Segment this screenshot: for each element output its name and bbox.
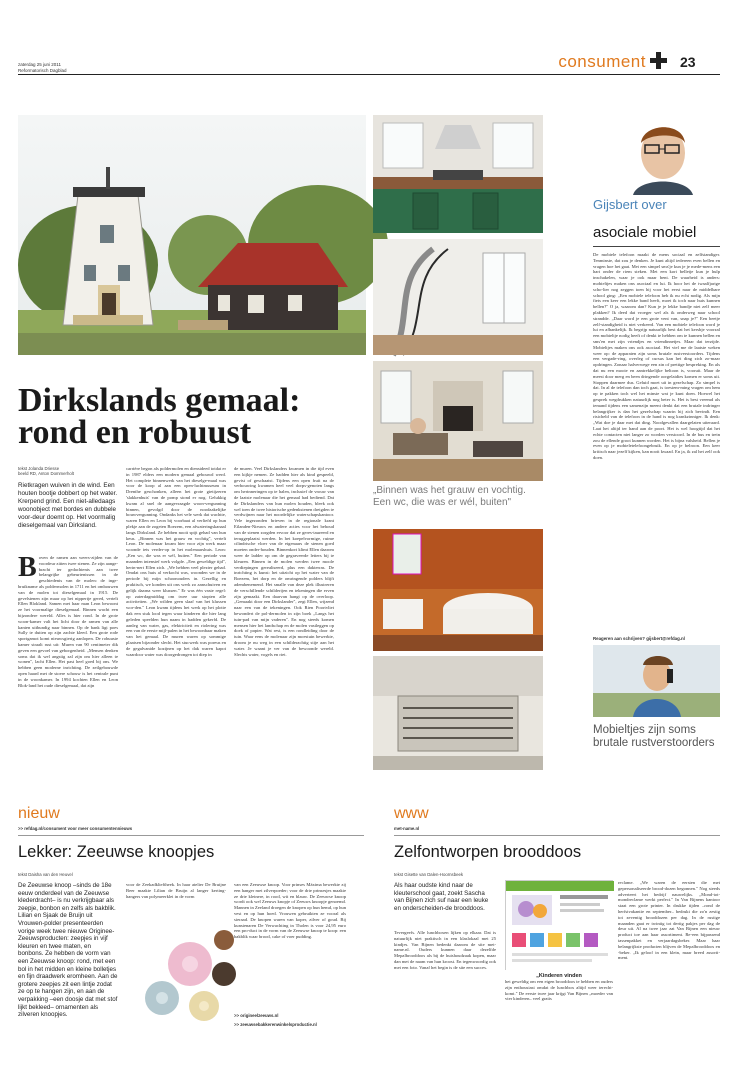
issue-date: zaterdag 25 juni 2011 xyxy=(18,62,61,67)
www-intro: Als haar oudste kind naar de kleuterschool gaat, zoekt Sascha van Bijnen zich suf naar een leuke en onderscheiden-de brooddoos. xyxy=(394,882,489,912)
photo-caption: Mobieltjes zijn soms brutale rustverstoorders xyxy=(593,724,715,749)
nieuw-col2: voor de Zeekadklieftheek. In haar atelier De Bruijne Beer maakte Lilian de Bruijn al langer kerting-hangers van polymeerklei in de vorm xyxy=(126,882,226,899)
article-col2: carrière begon als poldermolen en dienstdeed totdat er in 1987 elders een modern gemaal gebouwd werd. Het complete binnenwerk van het dieselge-maal was voor de koop al aan een open-luchtmuseum in Drenthe geschonken, alleen het grote gietijzeren 'slakkenhuis' van de pomp stond er nog. Gelukkig kwam al snel de aangevraagde woon-vergunning binnen, gevolgd door de noodzakelijke bouwvergunning. Ondanks het vele werk dat wachtte, waren Ellen en Leon bij voorbaat al verliefd op hun plekje aan de zogeten Boezem, een afwateringskanaal langs Dirksland. Ze hebben nooit spijt gehad van hun keus. „Binnen was het grauw en vochtig", vertelt Leon. De molenaar kwam hier voor zijn werk maar woonde iets verder-op in het molenaarshuis. Leon: „Een wc, die was er wél, buiten." Een periode van maanden intensief werk volgde. „Een geweldige tijd", herin-nert Ellen zich. „We hebben veel plezier gehad. Omdat ons huis al verkocht was, woonden we in de periode bij mijn schoonouders in. Gezellig en praktisch, we konden uit ons werk zo aanschuiven en gelijk daarna weer klussen." Er was één vaste regel: op zaterdagmiddag om twee uur stopten alle activiteiten. „We wilden geen slaaf van het klussen wor-den." Leon kwam tijdens het werk op het plotte dak een stuk lood tegen waar kinderen die hier lang geleden speelden hun naam in hadden gekerfd. De aanleg van water, gas, elektriciteit en riolering was een van de eerste mijl-palen in het bewoonbaar maken van het gemaal. De muren waren op sommige plaatsen bijzonder slecht. Het stucwerk was poreus en de gegalvanide kozijnen op het dak waren kapot waardoor water was doorgedrongen tot diep in xyxy=(126,466,226,657)
www-rule xyxy=(394,835,720,836)
nieuw-rule xyxy=(18,835,364,836)
article-intro: Rietkragen wuiven in de wind. Een houten bootje dobbert op het water. Krerpend grind. Een niet-alledaags woonobject met bordes en dubbele voor-deur doemt op. Het voormalig dieselgemaal van Dirksland. xyxy=(18,482,118,529)
photo-credit: beeld RD, Anton Dommerholt xyxy=(18,471,74,477)
www-title: Zelfontworpen brooddoos xyxy=(394,843,582,861)
columnist-name: Gijsbert over xyxy=(593,197,667,212)
nieuw-col1-more xyxy=(18,955,118,1055)
www-caption-title: „Kinderen vinden xyxy=(536,973,582,979)
columnist-portrait xyxy=(593,115,720,195)
stairs-photo xyxy=(373,239,543,355)
nieuw-link[interactable]: >> refdag.nl/consument voor meer consumentennieuws xyxy=(18,826,133,831)
nieuw-col3: van een Zeeuwse knoop. Voor prinses Máxima bewerkte zij een hanger met zilverpoeder; voor de drie prinsesjes maakte ze drie kleinere, in rood, wit en blauw. De Zeeuwse knoop wordt ook wel Zeeuws knopje of Zeeuws knoopje genoemd. Mannen in Zeeland droegen de knopen op hun hemd, op hun vest en op hun hoed. Vrouwen gebruikten ze vooral als sieraad. De knopen waren van koper, zilver of goud. Bij kunstenaren De Verwachting in Tholen is voor 24,95 euro een pro-duct in de vorm van de Zeeuwse knoop te koop: een bakblik waar brood, cake of voer pudding. xyxy=(234,882,346,940)
column-rule xyxy=(593,246,720,247)
reactions-note: Reageren aan schrijven? gijsbert@refdag.nl xyxy=(593,636,685,641)
phone-caller-photo xyxy=(593,645,720,717)
article-col3: de muren. Veel Dirkslanders kwamen in die tijd even een kijkje nemen. Ze hadden hier als kind gespeeld, gevist of geschaatst. Tijdens een open fruit na de verbouwing kwamen heel veel dorps-genoten langs om herinneringen op te halen, inclusief de vrouw van de laatste molenaar die het gemaal had bediend. Dat de Dirkslanders van hun molen houden, bleek ook wel toen de twee historische gedenkstenen dreigden te verdwijnen naar het noordelijke waterschapskantoor. Vele ingezonden brieven in de regionale krant Eilanden-Nieuws en andere acties voor het behoud van de stenen zorgden ervoor dat ze geres-taureerd en teruggeplaatst werden. In het koepelvormige, ruime cilindrische vloer van de eigenaars de stenen goed moeten onder-houden. Binnenkort klimt Ellen daarom weer de ladder op om de gegraveerde letters bij te kleuren. Binnen in de molen werden twee moole verdiepingen gerealiseerd, plus een dakterras. De inrichting is kunst: het uitzicht op het water van de Boezem, het dorp en de omringende polders blijft adembenemend. Het smalle van deze plek illustreren de verschillende schilderijen en tekeningen die erven zijn gemaakt. Een daarvan hangt op de overloop. „Gemaakt door een Dirkslander", zegt Ellen, wijzend naar een van de tekeningen. Ook Rien Poortvliet bewondert de pol-dermolen in zijn boek „Langs het tuin-pad van mijn vaderen". En nog steeds komen mensen hier het landschap en de molen vastleggen op doek of papier. Wat rest, is een rondleiding door de tuin. Waar eens de molenaar zijn moestuin bewerkte, droom je nu weg in een schilderachtig stije aan het water. Je waant je ver van de bewoonde wereld. Slechts water, vogels en riet. xyxy=(234,466,334,657)
plus-icon xyxy=(650,52,667,69)
column-title: asociale mobiel xyxy=(593,224,697,241)
dropcap: B xyxy=(18,552,37,583)
pull-quote: „Binnen was het grauw en vochtig. Een wc, die was er wél, buiten" xyxy=(373,485,526,508)
article-col1 xyxy=(18,552,118,770)
website-screenshot xyxy=(505,880,613,970)
www-credit: tekst Gisette van Dalen-Hoornsbeek xyxy=(394,872,464,877)
www-col3: reclame. „We waren de eersten die met gepersonaliseerde brood-dozen begonnen." Nog steeds adverteert het bedrijf nauwelijks. „Mond-tot-mondreclame werkt perfect." In Van Bijnens kantoor staat een grote printer. In drukke tijden –rond de herfstvakantie en september– bedrukt die zo'n zestig tot zeventig brooddozen per dag. In de rustige maanden gaat er twintig tot dertig pakjes per dag de deur uit. Al na twee jaar zat Van Bijnen een nieuw product toe aan haar assortiment. Re-een bijpassend tassenpakket en verjaardagsbeker. Maar haar belangrijkste producten blijven de Mepalbrooddoos en -beker. „Ik geloof in een klein, maar breed assorti-ment. xyxy=(618,880,720,961)
bathroom-photo xyxy=(373,529,543,651)
living-room-photo xyxy=(373,361,543,481)
headline-line1: Dirkslands gemaal: xyxy=(18,382,301,419)
header-rule xyxy=(18,74,720,75)
www-label: www xyxy=(394,805,429,822)
headline-line2: rond en robuust xyxy=(18,414,252,451)
column-body: De mobiele telefoon maakt de mens sociaal en zelfstandiger. Tenminste, dat zou je denken. Je kunt altijd iedereen even bellen en vragen hoe het gaat. Met een simpel sms'je kun je je mede-mens een hart onder de riem steken. Met een kort belletje kun je hulp inschakelen, waar je ook maar bent. De waarheid is anders: mobieltjes maken ons asociaal en lui. Ik hoor het de twaalfjarige scho-lier nog zeggen toen hij voor het eerst naar de middelbare school ging: „Een mobiele telefoon heb ik nu echt nodig. Als mijn fiets een keer een lekke band heeft, moet ik toch naar huis kunnen bellen?" O ja, waarom dan? Kun je je lekke bandje niet zelf meer plakken? Ik deed dat vroeger wel als ik onderweg naar school strandde. „Daar word je een grote vent van, snap je?" Een beetje zelf-standigheid is niet verkeerd. Van een mobiele telefoon word je lui en afhankelijk. Ik begrijp natuurlijk best dat het kersbje voorzal een mobieltje nodig heeft of denkt te hebben om te kunnen bellen en sms'en met zijn vriendjes en vriendinnetjes. Maar dat terzijde. Mobieltjes maken ons ook asociaal. Het viel me de laatste weken weer op: de apparaten zijn soms brutale rustverstoorders. Tijdens een vergade-ring, overleg of cursus kan het ding zich zo-maar opdringen. Zonaar halverwege een zin of prettige bespreking. En als dat nu een mooie en aantrekkelijke beltoon is, vooruit. Maar de meest door merg en been dringende oorgelaidies komen er soms uit. Stoppen daarmee dus. Geluid moet uit in gezelschap. Zo simpel is dat. In al de telefoon dan toch gaat, is toestem-ming vragen om hem op te pakken toch wel het minste wat je kunt doen. Hoewel het gesprek wegdrukken natuurlijk nog beter is. Het is best vreemd als iemand tijdens een samenzijn meent denkt dat een brutale indringer belangrijker is dan het gezelschap waarin hij zich bevindt. Een risicheld van de telefoon in de hand is nog krankzinniger. Ik denk: „Wat doe je daar met dat ding. Noodgevallen daargelaten uiteraard. Laat het altijd ter hand aan de poort. Het is wel hoogtijd dat het echte contacten niet langer zo worden verstoord. In de bus en trein zou de ellende groot kunnen worden. Het is bijna valsheid. Bellen je even op je mobieletelefoongebruik. En op je belroon. Een keer kritisch naar jezelf kijken, kan nooit kwaad. En ja, ik zal het zelf ook doen. xyxy=(593,252,720,460)
www-caption: het geweldig om een eigen brooddoos te hebben en ouders zijn enthousiast omdat de lunchbox altijd weer terecht-komt." De eerste twee jaar krijgt Van Bijnen „moeder van vier kinderen– veel gratis xyxy=(505,979,613,1002)
gable-stone-photo xyxy=(373,656,543,770)
article-col1-text: oven de ramen aan weers-zijden van de voordeur zitten twee stenen. Ze zijn aange-bracht ter gedachtenis aan twee belangrijke gebeurtenissen in de geschiedenis van de molen: de inge-bruikname als poldermolen in 1711 en het ombouwen van de molen tot dieselgemaal in 1915. De gevelstenen zijn maar op het nippertje gered, vertelt Ellen Blokland. Samen met haar man Leon bewoont ze het voormalige dieselgemaal. Binnen wacht een bijzondere wereld. Alles is hier rond. In de grote woon-kamer valt het licht door de ramen van alle kanten uitbundig naar binnen. Op de bank ligt poes Sully te dutten op zijn zachte kleed. Een grote rode sportgamot komt nieuwsgierig aanlopen. De robuuste kamer straalt rust uit: Muren van 90 centimeter dik geven een gevoel van geborgenheid. „Mensen denken soms dat ik wel angstig zal zijn om hier alleen te wonen", lacht Ellen. Het past heel goed bij ons. We hebben geen moderne inrichting. De zeilgebouwde open haard met de stoere schouw is het centrale punt in de woonkamer. In 1994 kochten Ellen en Leon Blok-land het oude dieselgemaal, dat zijn xyxy=(18,555,118,688)
nieuw-label: nieuw xyxy=(18,805,60,822)
nieuw-credit: tekst Daisha van den Heuvel xyxy=(18,872,73,877)
kitchen-photo xyxy=(373,115,543,233)
www-col1: Tevergeefs. Alle lunchboxen lijken op elkaar. Dat is natuurlijk niet praktisch in een klaslokaal met 25 kindjes. Van Bijnen bedenkt daarom de site met-name.nl. Ouders kunnen daar dezelfde Mepalbrooddoos als bij de huishoudzaak kopen, maar dan met de naam van hun kroost. En tegenwoordig ook met een foto. Vanaf het begin is de site een succes. xyxy=(394,930,496,970)
zeeuwse-knoop-photo xyxy=(126,910,230,1050)
author-credit: tekst Jolanda Driesse xyxy=(18,466,60,471)
nieuw-title: Lekker: Zeeuwse knoopjes xyxy=(18,843,215,861)
paper-name: Reformatorisch Dagblad xyxy=(18,67,67,73)
mill-house-photo xyxy=(18,115,366,355)
page-number: 23 xyxy=(680,54,696,70)
nieuw-intro: De Zeeuwse knoop –sinds de 18e eeuw onderdeel van de Zeeuwse klederdracht– is nu verkrijgbaar als zeepje, bonbon en zelfs als bakblik. Lilian en Sjaak de Bruijn uit Vrouwen-polder presenteerden vorige week twee nieuwe Originee-Zeeuwsproducten: zeepjes in vijf kleuren en twee maten, en bonbons. Ze hebben de vorm van een Zeeuwse knoop: rond, met een bol in het midden en kleine bolletjes en fijn draadwerk eromheen. Aan de grotere zeepjes zit een lintje zodat ze op te hangen zijn, en aan de verpakking –een doosje dat met stof lijkt bekleed– ornamenten als zilveren knoopjes. xyxy=(18,882,118,1019)
nieuw-link2[interactable]: >> origineelzeeuws.nl xyxy=(234,1013,279,1018)
www-link[interactable]: met-name.nl xyxy=(394,826,420,831)
section-title: consument xyxy=(558,52,646,71)
nieuw-link3[interactable]: >> zeeuwsebakkerenwinkelsproductie.nl xyxy=(234,1022,317,1027)
